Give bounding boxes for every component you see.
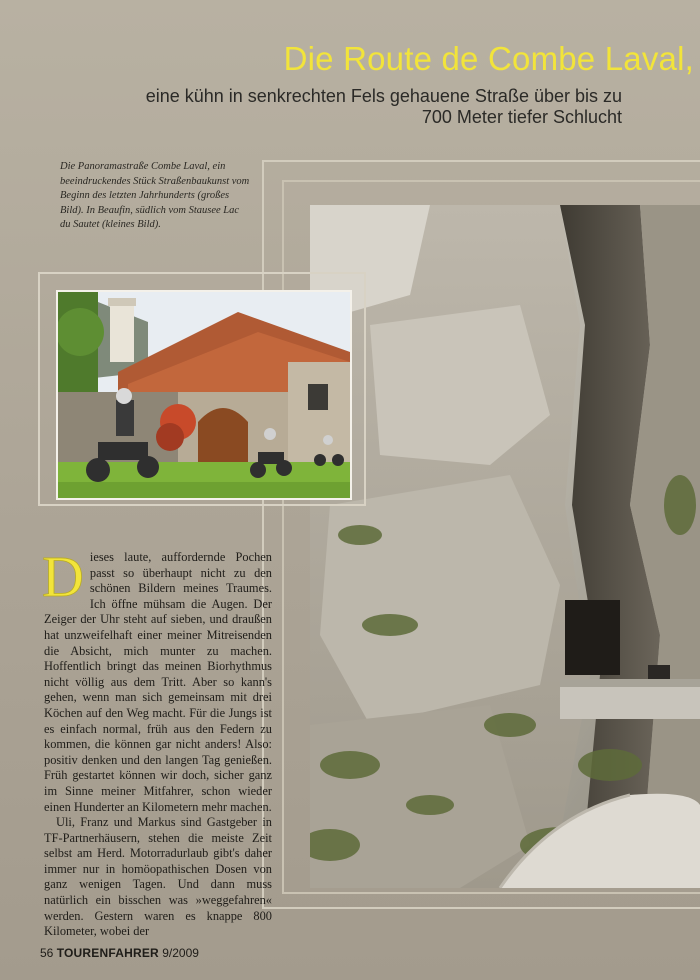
- hero-photo-cliff-road: [310, 205, 700, 888]
- photo-caption: Die Panoramastraße Combe Laval, ein beeindruckendes Stück Straßenbaukunst vom Beginn des letzten Jahrhunderts (großes Bild). In Beaufin, südlich vom Stausee Lac du Sautet (kleines Bild).: [60, 161, 250, 230]
- drop-cap: D: [42, 544, 84, 609]
- article-paragraph: Uli, Franz und Markus sind Gastgeber in TF-Partnerhäusern, stehen die meiste Zeit selbst am Herd. Motorradurlaub gibt's daher immer nur in homöopathischen Dosen von ganz wenigen Tagen. Und dann muss natürlich ein bisschen was »weggefahren« werden. Gestern waren es knappe 800 Kilometer, wobei der: [44, 815, 272, 939]
- page-number: 56: [40, 946, 54, 960]
- inset-photo-farmhouse: [56, 290, 352, 500]
- magazine-name: TOURENFAHRER: [56, 946, 159, 960]
- issue-number: 9/2009: [162, 946, 199, 960]
- page-footer: [40, 946, 199, 960]
- page-subtitle: eine kühn in senkrechten Fels gehauene Straße über bis zu 700 Meter tiefer Schlucht: [145, 86, 622, 127]
- article-paragraph-text: ieses laute, auffordernde Pochen passt so überhaupt nicht zu den schönen Bildern meines Traumes. Ich öffne mühsam die Augen. Der Zeiger der Uhr steht auf sieben, und draußen hat unzweifelhaft einer meiner Mitreisenden die Absicht, mich munter zu machen. Hoffentlich bringt das meinen Biorhythmus nicht völlig aus dem Tritt. Aber so kann's gehen, wenn man sich gemeinsam mit drei Köchen auf den Weg macht. Für die Jungs ist es einfach normal, früh aus den Federn zu kommen, die können gar nicht anders! Also: positiv denken und den langen Tag genießen. Früh gestartet können wir doch, sicher ganz im Sinne meiner Mitfahrer, schon wieder einen Hunderter an Kilometern mehr machen.: [44, 550, 272, 814]
- article-paragraph: [42, 544, 272, 815]
- page-title: Die Route de Combe Laval,: [283, 40, 694, 77]
- article-body: [42, 544, 272, 940]
